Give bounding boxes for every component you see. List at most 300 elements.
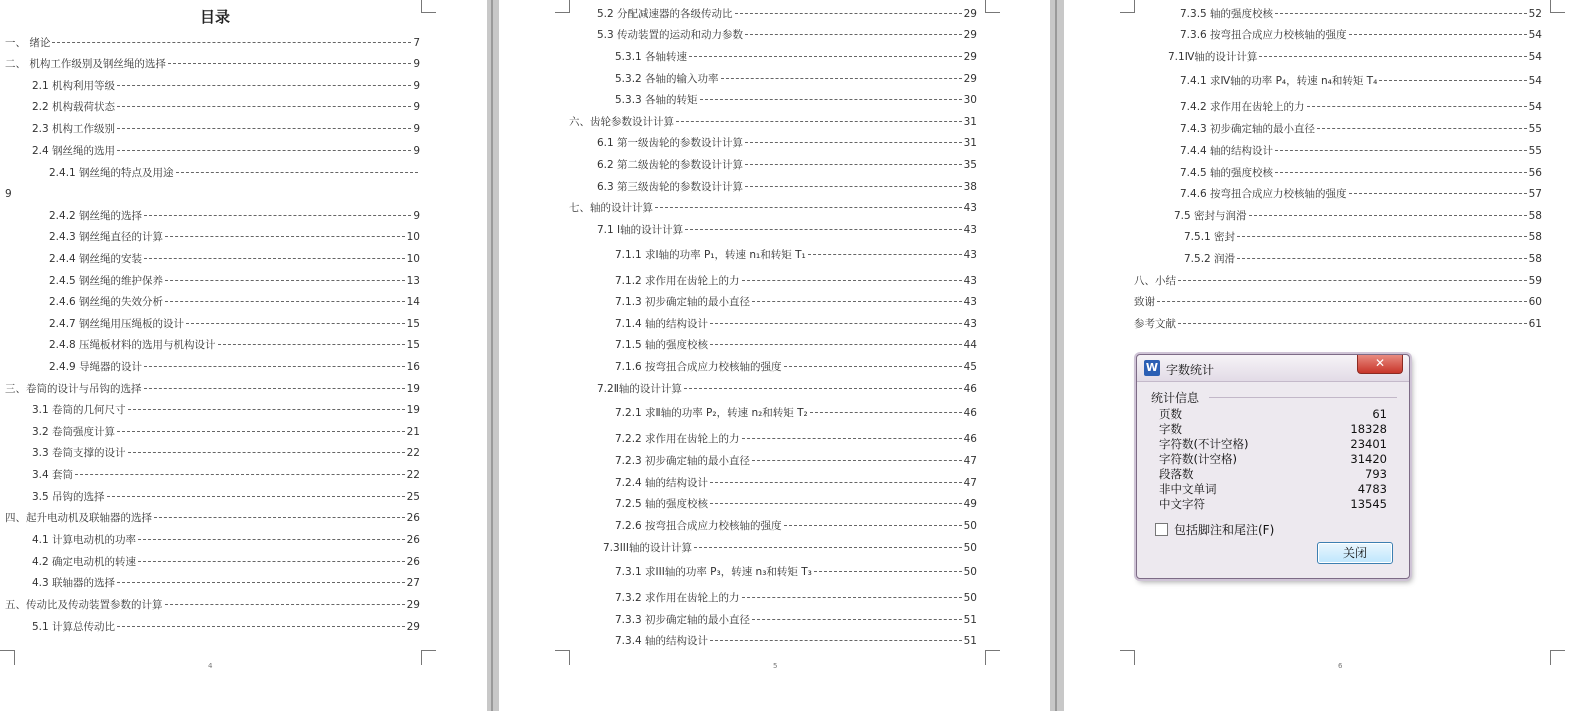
toc-title: 目录	[199, 8, 230, 26]
toc-entry-page: 58	[1528, 253, 1542, 265]
toc-entry-title: 7.5.1 密封	[1184, 231, 1236, 243]
toc-entry[interactable]	[49, 275, 420, 287]
toc-entry-title: 3.2 卷筒强度计算	[32, 426, 116, 438]
toc-entry-title: 2.4.4 钢丝绳的安装	[49, 253, 143, 265]
toc-entry-page: 38	[963, 181, 977, 193]
toc-entry-title: 2.4.8 压绳板材料的选用与机构设计	[49, 339, 216, 351]
toc-entry[interactable]	[1180, 167, 1542, 179]
toc-entry-title: 7.1.2 求作用在齿轮上的力	[615, 275, 740, 287]
toc-entry-page: 26	[406, 556, 420, 568]
toc-entry-title: 5.3 传动装置的运动和动力参数	[597, 29, 744, 41]
toc-entry-page: 14	[406, 296, 420, 308]
toc-entry[interactable]	[32, 145, 420, 157]
toc-entry-page: 21	[406, 426, 420, 438]
toc-entry[interactable]	[1180, 8, 1542, 20]
toc-leader	[742, 597, 962, 598]
toc-entry[interactable]	[1174, 210, 1542, 222]
toc-entry-title: 3.1 卷筒的几何尺寸	[32, 404, 126, 416]
toc-entry[interactable]	[615, 361, 977, 373]
toc-leader	[689, 56, 962, 57]
toc-entry-page: 51	[963, 635, 977, 647]
toc-entry[interactable]	[1180, 145, 1542, 157]
toc-entry-page: 44	[963, 339, 977, 351]
close-icon[interactable]: ✕	[1357, 355, 1403, 374]
toc-entry-title: 5.1 计算总传动比	[32, 621, 116, 633]
stat-label: 页数	[1159, 407, 1182, 421]
toc-leader	[168, 63, 411, 64]
toc-entry-page: 27	[406, 577, 420, 589]
toc-entry-page: 46	[963, 383, 977, 395]
toc-leader	[138, 561, 405, 562]
toc-entry[interactable]	[49, 318, 420, 330]
toc-entry[interactable]	[1180, 101, 1542, 113]
toc-entry-page: 29	[963, 73, 977, 85]
toc-entry-title: 7.2.5 轴的强度校核	[615, 498, 709, 510]
toc-leader	[117, 582, 405, 583]
toc-entry-page: 19	[406, 383, 420, 395]
toc-entry-page: 10	[406, 253, 420, 265]
toc-entry[interactable]	[597, 8, 977, 20]
toc-entry-title: 2.4.9 导绳器的设计	[49, 361, 143, 373]
toc-entry-title: 2.3 机构工作级别	[32, 123, 116, 135]
toc-entry-page: 9	[413, 101, 420, 113]
toc-entry-title: 7.5 密封与润滑	[1174, 210, 1247, 222]
toc-leader	[752, 460, 962, 461]
toc-leader	[784, 366, 962, 367]
toc-entry[interactable]	[32, 556, 420, 568]
toc-leader	[742, 280, 962, 281]
toc-entry[interactable]	[1184, 253, 1542, 265]
stat-label: 中文字符	[1159, 497, 1205, 511]
crop-mark	[555, 650, 570, 665]
toc-leader	[655, 207, 962, 208]
toc-entry-title: 7.1.3 初步确定轴的最小直径	[615, 296, 751, 308]
toc-leader	[144, 366, 405, 367]
toc-entry[interactable]	[615, 51, 977, 63]
toc-entry-title: 七、轴的设计计算	[569, 202, 653, 214]
toc-leader	[186, 323, 405, 324]
crop-mark	[421, 650, 436, 665]
stat-value: 793	[1365, 467, 1387, 481]
toc-leader	[128, 452, 405, 453]
toc-entry[interactable]	[615, 592, 977, 604]
crop-mark	[555, 0, 570, 13]
toc-entry-page: 22	[406, 469, 420, 481]
toc-entry[interactable]	[603, 542, 977, 554]
toc-entry-title: 7.4.4 轴的结构设计	[1180, 145, 1274, 157]
toc-entry[interactable]	[615, 520, 977, 532]
toc-leader	[1178, 280, 1527, 281]
toc-entry-title: 2.4.3 钢丝绳直径的计算	[49, 231, 164, 243]
toc-leader	[1237, 236, 1527, 237]
crop-mark	[985, 650, 1000, 665]
toc-entry-page: 29	[963, 29, 977, 41]
toc-leader	[117, 150, 411, 151]
toc-leader	[1259, 56, 1526, 57]
toc-leader	[735, 13, 962, 14]
toc-leader	[710, 640, 962, 641]
toc-leader	[745, 164, 962, 165]
toc-entry-title: 7.2.6 按弯扭合成应力校核轴的强度	[615, 520, 782, 532]
toc-entry[interactable]	[5, 188, 12, 200]
toc-entry-page: 29	[963, 51, 977, 63]
toc-entry-title: 7.3.4 轴的结构设计	[615, 635, 709, 647]
toc-leader	[814, 571, 962, 572]
toc-entry-page: 19	[406, 404, 420, 416]
toc-entry-title: 7.3.1 求III轴的功率 P₃，转速 n₃和转矩 T₃	[615, 566, 812, 578]
toc-entry-title: 2.1 机构利用等级	[32, 80, 116, 92]
toc-entry-page: 22	[406, 447, 420, 459]
toc-entry[interactable]	[5, 383, 420, 395]
toc-entry-title: 7.3.5 轴的强度校核	[1180, 8, 1274, 20]
toc-leader	[1275, 172, 1527, 173]
toc-leader	[685, 229, 961, 230]
toc-entry-title: 2.4.1 钢丝绳的特点及用途	[49, 167, 174, 179]
toc-leader	[694, 547, 962, 548]
toc-entry-page: 43	[963, 275, 977, 287]
stat-row	[1159, 422, 1387, 436]
toc-entry-page: 13	[406, 275, 420, 287]
toc-entry-page: 9	[413, 80, 420, 92]
toc-entry[interactable]	[1180, 29, 1542, 41]
toc-leader	[745, 186, 962, 187]
toc-entry[interactable]	[32, 491, 420, 503]
toc-leader	[710, 503, 962, 504]
toc-entry-page: 9	[413, 123, 420, 135]
toc-entry-title: 2.4.7 钢丝绳用压绳板的设计	[49, 318, 185, 330]
toc-entry-title: 4.2 确定电动机的转速	[32, 556, 137, 568]
toc-entry[interactable]	[615, 433, 977, 445]
toc-entry-title: 7.4.2 求作用在齿轮上的力	[1180, 101, 1305, 113]
toc-entry[interactable]	[615, 296, 977, 308]
page-number: 6	[1338, 662, 1343, 670]
toc-entry[interactable]	[32, 101, 420, 113]
toc-entry[interactable]	[615, 455, 977, 467]
toc-entry-title: 7.3III轴的设计计算	[603, 542, 692, 554]
include-footnotes-checkbox[interactable]	[1155, 521, 1274, 538]
toc-entry[interactable]	[49, 296, 420, 308]
toc-entry-title: 致谢	[1134, 296, 1155, 308]
toc-entry[interactable]	[597, 383, 977, 395]
toc-entry[interactable]	[32, 621, 420, 633]
toc-entry-page: 9	[413, 210, 420, 222]
toc-entry[interactable]	[597, 224, 977, 236]
stat-row	[1159, 467, 1387, 481]
toc-entry-title: 6.2 第二级齿轮的参数设计计算	[597, 159, 744, 171]
toc-leader	[218, 344, 405, 345]
toc-entry[interactable]	[1134, 318, 1542, 330]
toc-entry-title: 7.2.1 求Ⅱ轴的功率 P₂，转速 n₂和转矩 T₂	[615, 407, 808, 419]
toc-entry-title: 6.1 第一级齿轮的参数设计计算	[597, 137, 744, 149]
crop-mark	[0, 650, 15, 665]
toc-leader	[117, 626, 405, 627]
stat-value: 4783	[1357, 482, 1387, 496]
stat-value: 13545	[1350, 497, 1387, 511]
toc-entry[interactable]	[615, 318, 977, 330]
toc-entry-title: 2.2 机构载荷状态	[32, 101, 116, 113]
toc-entry[interactable]	[32, 534, 420, 546]
stat-label: 字符数(不计空格)	[1159, 437, 1249, 451]
toc-leader	[784, 525, 962, 526]
stat-value: 18328	[1350, 422, 1387, 436]
toc-entry-page: 54	[1528, 51, 1542, 63]
toc-entry-page: 49	[963, 498, 977, 510]
toc-entry-page: 50	[963, 592, 977, 604]
toc-leader	[710, 344, 962, 345]
toc-entry-title: 3.3 卷筒支撑的设计	[32, 447, 126, 459]
crop-mark	[421, 0, 436, 13]
toc-entry[interactable]	[1134, 275, 1542, 287]
toc-entry-title: 7.4.5 轴的强度校核	[1180, 167, 1274, 179]
toc-leader	[1307, 106, 1527, 107]
toc-entry[interactable]	[615, 498, 977, 510]
toc-leader	[117, 431, 405, 432]
toc-entry-page: 15	[406, 318, 420, 330]
toc-entry-page: 45	[963, 361, 977, 373]
toc-entry-page: 52	[1528, 8, 1542, 20]
toc-entry-page: 46	[963, 433, 977, 445]
toc-entry-page: 56	[1528, 167, 1542, 179]
close-button[interactable]: 关闭	[1317, 542, 1393, 564]
toc-entry-title: 五、传动比及传动装置参数的计算	[5, 599, 163, 611]
stat-row	[1159, 437, 1387, 451]
toc-entry-page: 29	[406, 621, 420, 633]
toc-entry-page: 35	[963, 159, 977, 171]
dialog-title-bar[interactable]	[1137, 355, 1409, 382]
toc-entry-title: 7.1Ⅳ轴的设计计算	[1168, 51, 1258, 63]
toc-leader	[808, 254, 962, 255]
toc-entry-page: 55	[1528, 145, 1542, 157]
toc-entry-page: 57	[1528, 188, 1542, 200]
toc-entry[interactable]	[1184, 231, 1542, 243]
group-divider	[1209, 397, 1397, 398]
toc-entry-page: 26	[406, 534, 420, 546]
toc-entry[interactable]	[32, 447, 420, 459]
toc-entry[interactable]	[32, 123, 420, 135]
toc-entry-title: 4.3 联轴器的选择	[32, 577, 116, 589]
toc-entry-title: 7.2.2 求作用在齿轮上的力	[615, 433, 740, 445]
stat-row	[1159, 482, 1387, 496]
toc-entry[interactable]	[32, 577, 420, 589]
toc-entry-page: 60	[1528, 296, 1542, 308]
toc-entry-page: 29	[963, 8, 977, 20]
toc-leader	[165, 236, 405, 237]
toc-entry[interactable]	[49, 361, 420, 373]
toc-entry-page: 54	[1528, 75, 1542, 87]
toc-entry-page: 15	[406, 339, 420, 351]
toc-entry-title: 4.1 计算电动机的功率	[32, 534, 137, 546]
toc-entry-title: 7.3.2 求作用在齿轮上的力	[615, 592, 740, 604]
toc-entry-page: 7	[413, 37, 420, 49]
toc-entry-page: 43	[963, 249, 977, 261]
document-page-5	[499, 0, 1050, 711]
toc-leader	[117, 85, 411, 86]
toc-leader	[721, 78, 962, 79]
toc-leader	[117, 106, 411, 107]
toc-entry[interactable]	[1180, 188, 1542, 200]
toc-leader	[1349, 193, 1527, 194]
toc-entry-page: 50	[963, 542, 977, 554]
toc-entry[interactable]	[5, 512, 420, 524]
toc-entry-page: 9	[413, 58, 420, 70]
toc-entry-page: 43	[963, 202, 977, 214]
toc-entry-title: 7.1 Ⅰ轴的设计计算	[597, 224, 684, 236]
toc-entry-title: 一、 绪论	[5, 37, 51, 49]
toc-entry-page: 10	[406, 231, 420, 243]
document-page-4	[0, 0, 487, 711]
toc-entry-title: 六、齿轮参数设计计算	[569, 116, 674, 128]
toc-leader	[165, 301, 405, 302]
toc-leader	[144, 388, 405, 389]
toc-entry[interactable]	[1180, 123, 1542, 135]
toc-entry-page: 9	[413, 145, 420, 157]
toc-entry[interactable]	[569, 116, 977, 128]
toc-entry[interactable]	[32, 80, 420, 92]
toc-entry-title: 7.2.3 初步确定轴的最小直径	[615, 455, 751, 467]
toc-leader	[165, 604, 405, 605]
toc-entry-page: 55	[1528, 123, 1542, 135]
include-footnotes-label: 包括脚注和尾注(F)	[1174, 523, 1275, 537]
toc-entry-page: 54	[1528, 29, 1542, 41]
toc-entry[interactable]	[615, 73, 977, 85]
toc-entry[interactable]	[615, 249, 977, 261]
toc-leader	[117, 128, 411, 129]
toc-leader	[165, 280, 405, 281]
toc-entry[interactable]	[1180, 75, 1542, 87]
page-gap	[1050, 0, 1064, 711]
toc-entry-page: 43	[963, 224, 977, 236]
toc-entry[interactable]	[5, 37, 420, 49]
wps-app-icon: W	[1145, 361, 1159, 374]
stat-row	[1159, 497, 1387, 511]
toc-entry-title: 2.4.2 钢丝绳的选择	[49, 210, 143, 222]
toc-entry-page: 43	[963, 318, 977, 330]
toc-entry[interactable]	[5, 599, 420, 611]
toc-entry-title: 7.1.6 按弯扭合成应力校核轴的强度	[615, 361, 782, 373]
toc-entry[interactable]	[615, 94, 977, 106]
toc-entry-page: 31	[963, 116, 977, 128]
crop-mark	[1550, 650, 1565, 665]
dialog-title: 字数统计	[1166, 363, 1215, 377]
stat-label: 字符数(计空格)	[1159, 452, 1237, 466]
toc-leader	[684, 388, 962, 389]
toc-entry[interactable]	[49, 339, 420, 351]
toc-entry-page: 31	[963, 137, 977, 149]
toc-entry[interactable]	[1134, 296, 1542, 308]
stat-label: 段落数	[1159, 467, 1194, 481]
toc-entry[interactable]	[615, 566, 977, 578]
stat-value: 23401	[1350, 437, 1387, 451]
toc-leader	[745, 34, 962, 35]
toc-entry-page: 50	[963, 566, 977, 578]
toc-entry[interactable]	[597, 29, 977, 41]
toc-leader	[176, 172, 418, 173]
toc-leader	[75, 474, 405, 475]
toc-leader	[107, 496, 405, 497]
toc-entry-page: 58	[1528, 231, 1542, 243]
toc-entry[interactable]	[1168, 51, 1542, 63]
toc-entry[interactable]	[615, 339, 977, 351]
crop-mark	[985, 0, 1000, 13]
toc-leader	[1317, 128, 1527, 129]
toc-entry[interactable]	[32, 469, 420, 481]
toc-leader	[810, 412, 962, 413]
toc-entry[interactable]	[49, 253, 420, 265]
toc-entry-page: 29	[406, 599, 420, 611]
statistics-group	[1147, 389, 1397, 515]
toc-entry-page: 25	[406, 491, 420, 503]
toc-entry-title: 3.5 吊钩的选择	[32, 491, 105, 503]
toc-entry-page: 16	[406, 361, 420, 373]
crop-mark	[1120, 650, 1135, 665]
toc-entry[interactable]	[615, 407, 977, 419]
toc-entry[interactable]	[597, 137, 977, 149]
statistics-group-label: 统计信息	[1151, 391, 1200, 405]
toc-entry[interactable]	[49, 231, 420, 243]
toc-entry[interactable]	[32, 404, 420, 416]
stat-row	[1159, 452, 1387, 466]
toc-entry[interactable]	[5, 58, 420, 70]
toc-leader	[710, 323, 962, 324]
crop-mark	[1120, 0, 1135, 13]
toc-entry[interactable]	[615, 477, 977, 489]
toc-leader	[1237, 258, 1527, 259]
toc-leader	[1178, 323, 1527, 324]
toc-entry-page: 54	[1528, 101, 1542, 113]
toc-leader	[710, 482, 962, 483]
toc-entry-title: 5.3.1 各轴转速	[615, 51, 688, 63]
toc-entry[interactable]	[32, 426, 420, 438]
toc-entry-title: 6.3 第三级齿轮的参数设计计算	[597, 181, 744, 193]
toc-leader	[1349, 34, 1527, 35]
toc-leader	[752, 619, 962, 620]
checkbox-box[interactable]	[1155, 523, 1168, 536]
toc-entry[interactable]	[49, 210, 420, 222]
toc-entry-title: 7.2Ⅱ轴的设计计算	[597, 383, 682, 395]
toc-entry-title: 7.5.2 润滑	[1184, 253, 1236, 265]
toc-entry-title: 7.1.5 轴的强度校核	[615, 339, 709, 351]
toc-entry-page: 61	[1528, 318, 1542, 330]
toc-entry-page: 51	[963, 614, 977, 626]
toc-entry[interactable]	[49, 167, 420, 179]
toc-entry-title: 7.4.3 初步确定轴的最小直径	[1180, 123, 1316, 135]
toc-entry[interactable]	[615, 635, 977, 647]
toc-leader	[144, 258, 405, 259]
toc-entry-title: 5.3.3 各轴的转矩	[615, 94, 698, 106]
toc-entry-page: 46	[963, 407, 977, 419]
toc-entry[interactable]	[597, 181, 977, 193]
toc-entry[interactable]	[597, 159, 977, 171]
toc-entry-page: 26	[406, 512, 420, 524]
toc-entry-page: 59	[1528, 275, 1542, 287]
page-number: 4	[208, 662, 213, 670]
toc-entry-page: 58	[1528, 210, 1542, 222]
toc-entry-page: 43	[963, 296, 977, 308]
toc-leader	[1249, 215, 1527, 216]
toc-entry-page: 47	[963, 477, 977, 489]
toc-entry[interactable]	[569, 202, 977, 214]
toc-entry-title: 7.1.1 求Ⅰ轴的功率 P₁，转速 n₁和转矩 T₁	[615, 249, 806, 261]
toc-leader	[128, 409, 405, 410]
toc-entry-title: 2.4.6 钢丝绳的失效分析	[49, 296, 164, 308]
toc-entry-title: 2.4 钢丝绳的选用	[32, 145, 116, 157]
stat-label: 字数	[1159, 422, 1182, 436]
toc-entry-page: 50	[963, 520, 977, 532]
toc-entry-title: 二、 机构工作级别及钢丝绳的选择	[5, 58, 166, 70]
toc-entry-title: 7.2.4 轴的结构设计	[615, 477, 709, 489]
toc-entry[interactable]	[615, 275, 977, 287]
toc-entry[interactable]	[615, 614, 977, 626]
